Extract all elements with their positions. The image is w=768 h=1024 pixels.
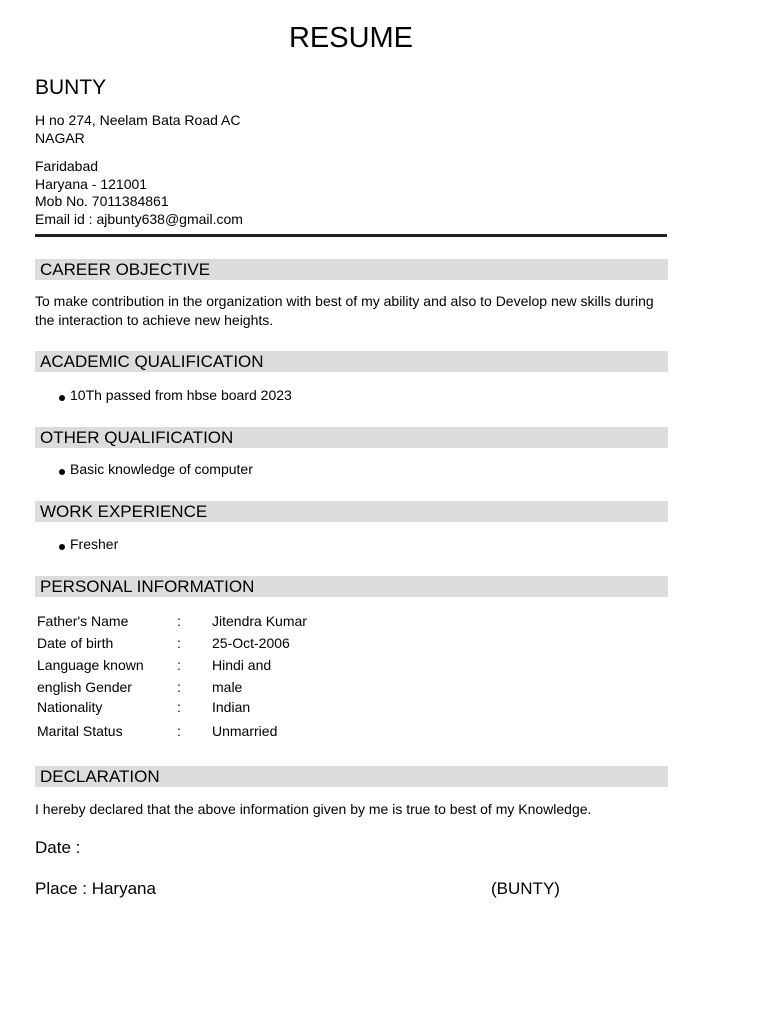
personal-info-value: male (212, 679, 243, 695)
date-label: Date : (35, 838, 81, 857)
bullet-icon (59, 395, 65, 401)
address-line-2: NAGAR (35, 130, 85, 146)
section-heading-label: OTHER QUALIFICATION (40, 428, 234, 447)
list-item (59, 386, 292, 404)
personal-info-label: english Gender (37, 679, 132, 695)
section-heading-label: CAREER OBJECTIVE (40, 260, 211, 279)
place-label: Place : Haryana (35, 879, 156, 898)
personal-info-value: Unmarried (212, 723, 278, 739)
personal-info-row (37, 612, 437, 630)
personal-info-separator: : (177, 613, 181, 629)
address-line-1: H no 274, Neelam Bata Road AC (35, 112, 241, 128)
signature-name: (BUNTY) (491, 879, 560, 898)
section-heading-other-qualification (35, 427, 668, 448)
list-item-text: Fresher (70, 536, 119, 552)
personal-info-value: Jitendra Kumar (212, 613, 307, 629)
personal-info-value: Hindi and (212, 657, 272, 673)
personal-info-row (37, 656, 437, 674)
personal-info-separator: : (177, 635, 181, 651)
mobile-number: Mob No. 7011384861 (35, 193, 169, 209)
email-address: Email id : ajbunty638@gmail.com (35, 211, 243, 227)
personal-info-label: Date of birth (37, 635, 114, 651)
personal-info-row (37, 634, 437, 652)
bullet-icon (59, 544, 65, 550)
personal-info-label: Father's Name (37, 613, 129, 629)
section-heading-academic-qualification (35, 351, 668, 372)
header-divider (35, 234, 667, 237)
list-item-text: 10Th passed from hbse board 2023 (70, 387, 292, 403)
bullet-icon (59, 469, 65, 475)
personal-info-row (37, 678, 437, 696)
list-item (59, 460, 253, 478)
section-heading-label: ACADEMIC QUALIFICATION (40, 352, 264, 371)
section-heading-career-objective (35, 259, 668, 280)
personal-info-value: 25-Oct-2006 (212, 635, 290, 651)
personal-info-separator: : (177, 699, 181, 715)
declaration-text: I hereby declared that the above information given by me is true to best of my Knowledge. (35, 801, 592, 817)
career-objective-text: To make contribution in the organization with best of my ability and also to Develop new skills during the interaction to achieve new heights. (35, 293, 654, 328)
section-heading-work-experience (35, 501, 668, 522)
list-item (59, 535, 118, 553)
section-heading-label: WORK EXPERIENCE (40, 502, 208, 521)
address-city: Faridabad (35, 158, 99, 174)
address-state-pin: Haryana - 121001 (35, 176, 148, 192)
section-heading-label: DECLARATION (40, 767, 160, 786)
personal-info-label: Language known (37, 657, 144, 673)
section-heading-declaration (35, 766, 668, 787)
candidate-name: BUNTY (35, 76, 107, 99)
personal-info-separator: : (177, 657, 181, 673)
personal-info-row (37, 722, 437, 740)
personal-info-label: Marital Status (37, 723, 123, 739)
list-item-text: Basic knowledge of computer (70, 461, 253, 477)
personal-info-separator: : (177, 679, 181, 695)
section-heading-personal-information (35, 576, 668, 597)
personal-info-row (37, 698, 437, 716)
personal-info-separator: : (177, 723, 181, 739)
section-heading-label: PERSONAL INFORMATION (40, 577, 255, 596)
personal-info-label: Nationality (37, 699, 103, 715)
personal-info-value: Indian (212, 699, 251, 715)
document-title: RESUME (288, 22, 414, 54)
